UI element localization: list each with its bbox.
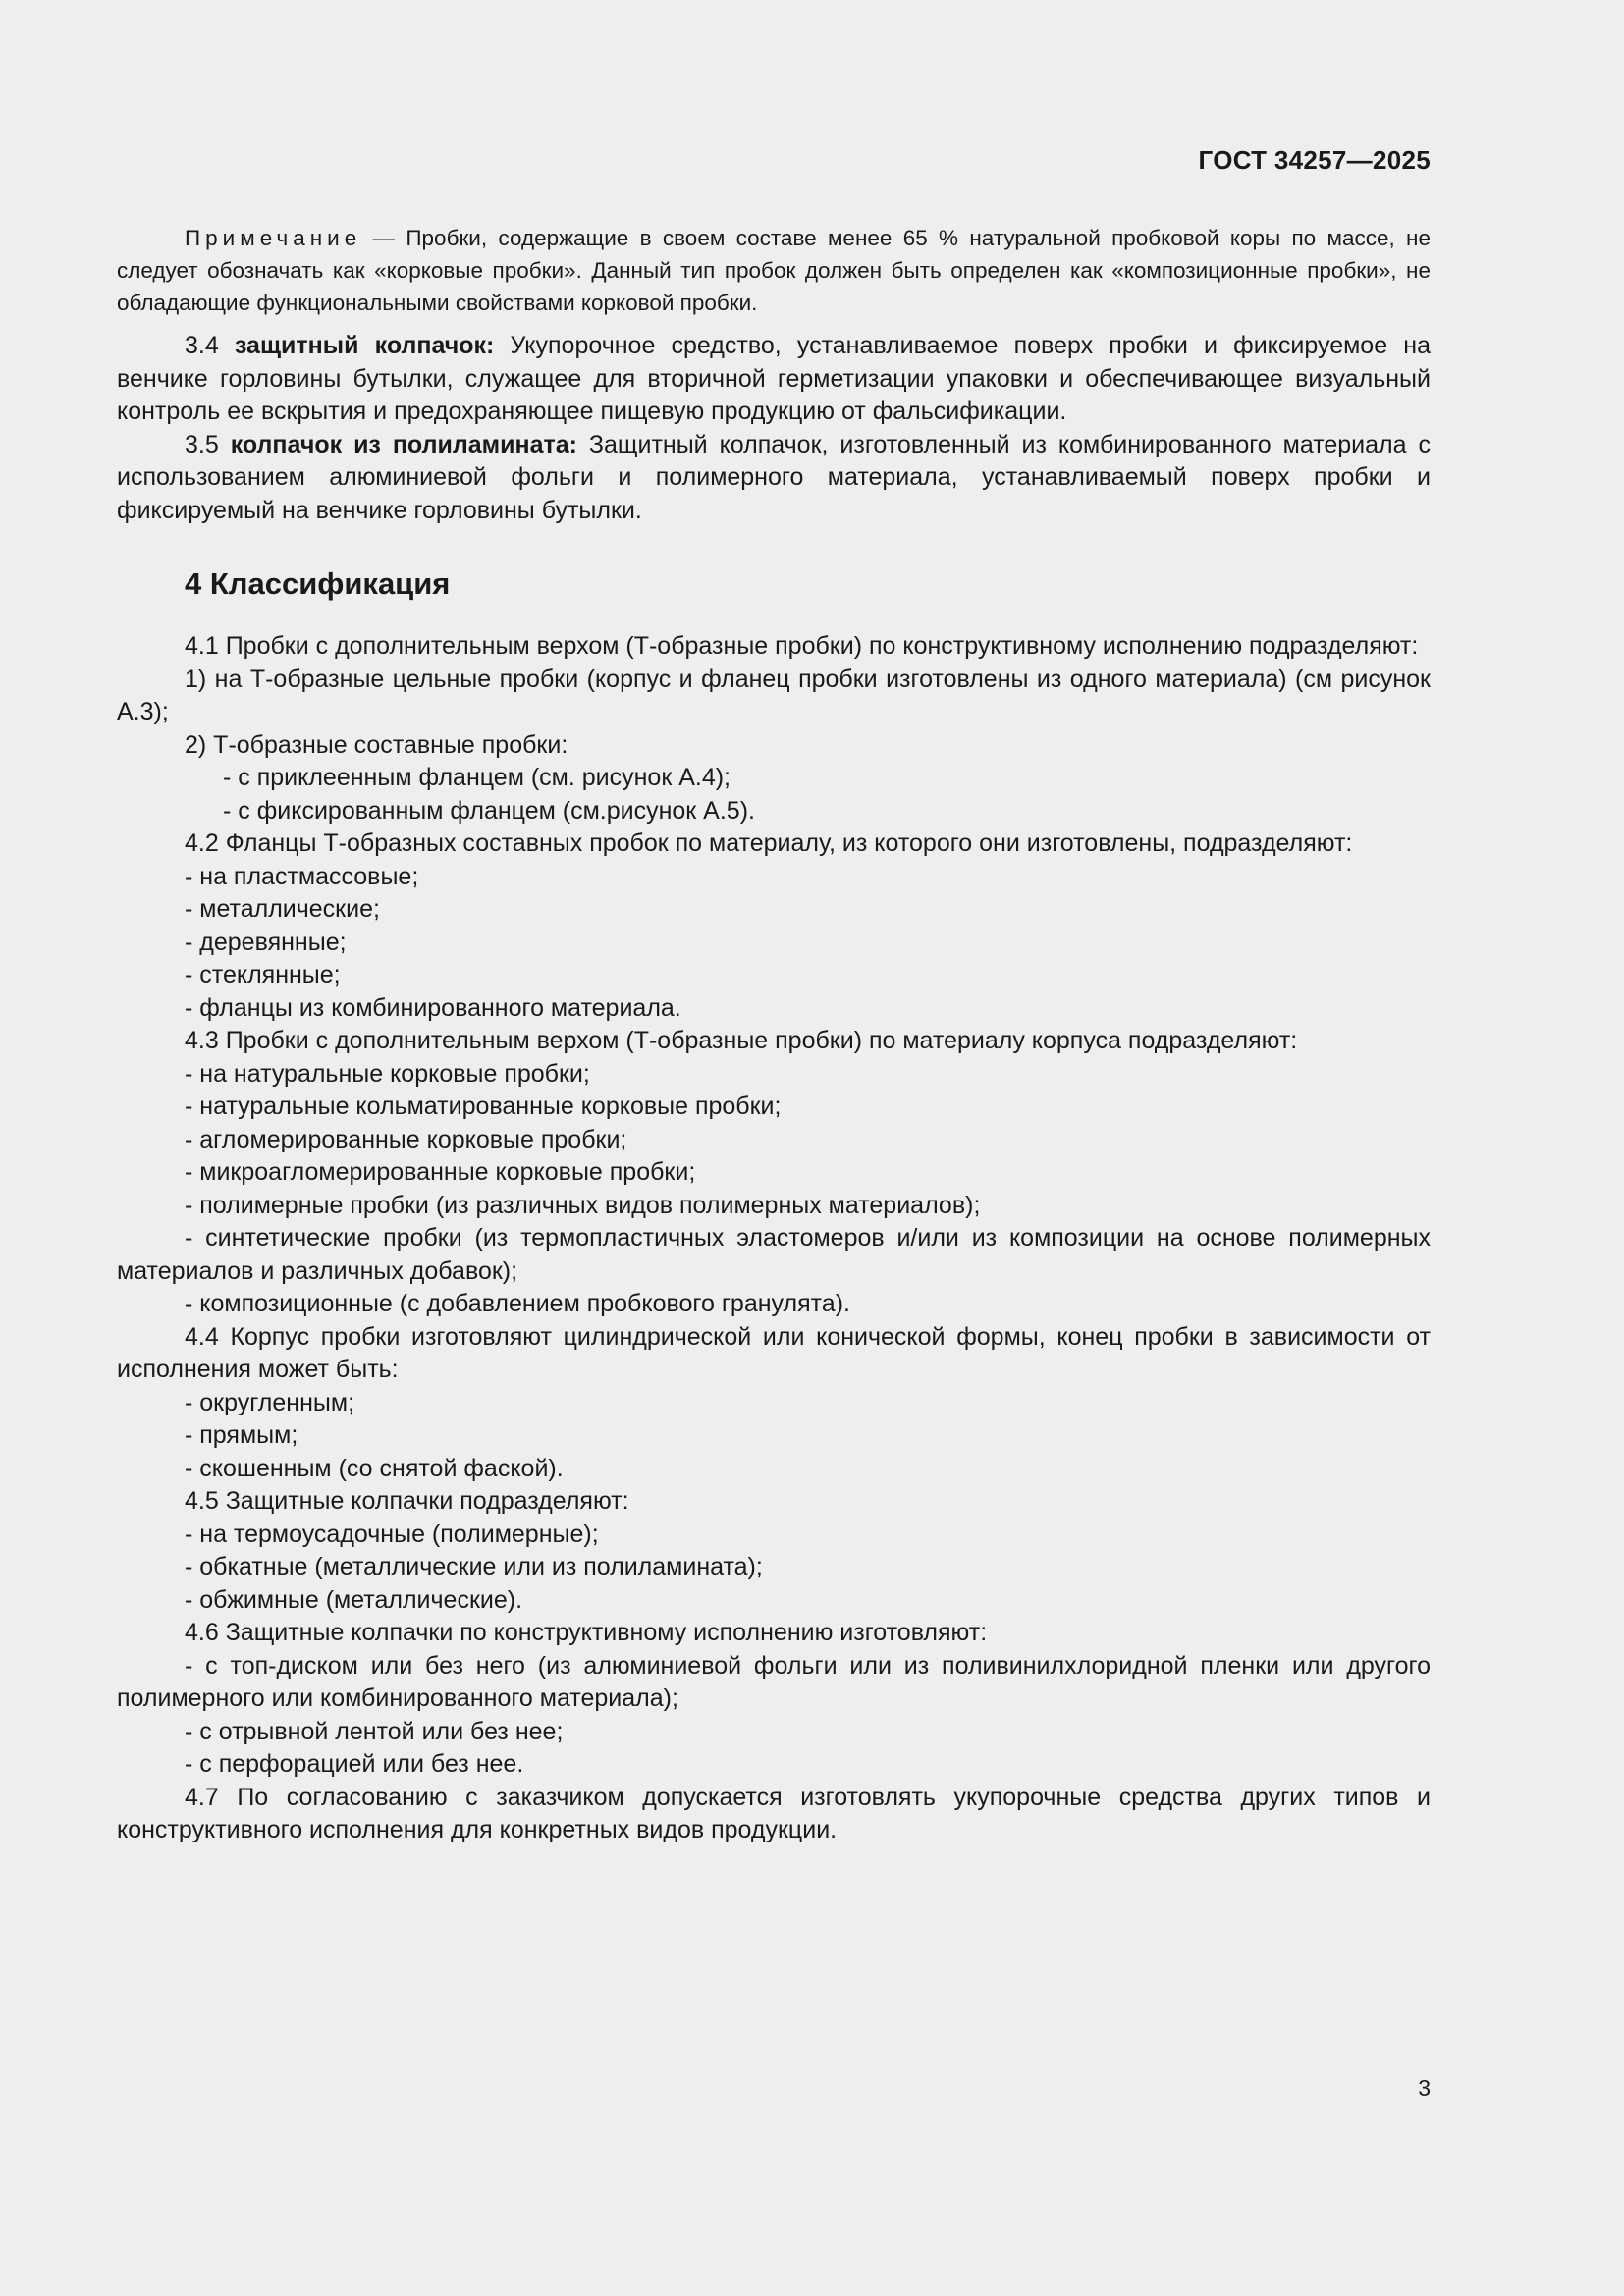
note-text: Пробки, содержащие в своем составе менее 65 % натуральной пробковой коры по массе, не следует обозначать как «корковые пробки». Данный тип пробок должен быть определен как «композиционные пробки», не обладающие функциональными свойствами корковой пробки. bbox=[117, 226, 1431, 315]
list-item: - микроагломерированные корковые пробки; bbox=[185, 1158, 696, 1186]
note-paragraph bbox=[117, 222, 1431, 319]
term-3-5 bbox=[117, 429, 1431, 528]
list-item: - с перфорацией или без нее. bbox=[185, 1750, 524, 1778]
note-dash: — bbox=[361, 226, 406, 250]
term-definition: Защитный колпачок, изготовленный из комбинированного материала с использованием алюминиевой фольги и полимерного материала, устанавливаемый поверх пробки и фиксируемый на венчике горловины бутылки. bbox=[117, 430, 1432, 524]
list-item: - полимерные пробки (из различных видов полимерных материалов); bbox=[185, 1191, 981, 1219]
term-definition: Укупорочное средство, устанавливаемое поверх пробки и фиксируемое на венчике горловины бутылки, служащее для вторичной герметизации упаковки и обеспечивающее визуальный контроль ее вскрытия и предохраняющее пищевую продукцию от фальсификации. bbox=[117, 332, 1431, 425]
list-item: - композиционные (с добавлением пробкового гранулята). bbox=[185, 1290, 850, 1317]
clause-4-5: 4.5 Защитные колпачки подразделяют: bbox=[185, 1487, 629, 1515]
list-item: - агломерированные корковые пробки; bbox=[185, 1125, 627, 1153]
list-item: - с топ-диском или без него (из алюминиевой фольги или из поливинилхлоридной пленки или другого полимерного или комбинированного материала); bbox=[117, 1651, 1431, 1712]
clause-4-7: 4.7 По согласованию с заказчиком допускается изготовлять укупорочные средства других типов и конструктивного исполнения для конкретных видов продукции. bbox=[117, 1783, 1431, 1843]
list-item: - обжимные (металлические). bbox=[185, 1585, 523, 1614]
list-item: - деревянные; bbox=[185, 928, 347, 956]
term-number: 3.4 bbox=[185, 332, 235, 359]
clause-4-6: 4.6 Защитные колпачки по конструктивному исполнению изготовляют: bbox=[185, 1619, 988, 1646]
list-item: - металлические; bbox=[185, 895, 380, 923]
list-item: - стеклянные; bbox=[185, 961, 341, 988]
clause-4-3: 4.3 Пробки с дополнительным верхом (Т-образные пробки) по материалу корпуса подразделяют: bbox=[185, 1027, 1298, 1054]
term-name: защитный колпачок: bbox=[234, 332, 495, 359]
page-content bbox=[117, 222, 1431, 1847]
term-number: 3.5 bbox=[185, 430, 231, 458]
list-item: - округленным; bbox=[185, 1388, 355, 1416]
list-item: - фланцы из комбинированного материала. bbox=[185, 993, 681, 1022]
list-item: - натуральные кольматированные корковые пробки; bbox=[185, 1093, 782, 1120]
list-item: - скошенным (со снятой фаской). bbox=[185, 1454, 564, 1482]
term-name: колпачок из полиламината: bbox=[230, 430, 577, 458]
list-item: - с приклеенным фланцем (см. рисунок А.4); bbox=[223, 764, 731, 791]
clause-4-1-item-1: 1) на Т-образные цельные пробки (корпус и фланец пробки изготовлены из одного материала) (см рисунок А.3); bbox=[117, 665, 1431, 725]
list-item: - обкатные (металлические или из полиламината); bbox=[185, 1553, 763, 1580]
list-item: - с отрывной лентой или без нее; bbox=[185, 1717, 564, 1745]
list-item: - прямым; bbox=[185, 1421, 298, 1449]
term-3-4 bbox=[117, 330, 1431, 429]
section-heading: 4 Классификация bbox=[185, 566, 451, 601]
page-number: 3 bbox=[1418, 2075, 1431, 2101]
list-item: - на термоусадочные (полимерные); bbox=[185, 1520, 599, 1548]
clause-4-1-item-2: 2) Т-образные составные пробки: bbox=[185, 730, 568, 759]
list-item: - с фиксированным фланцем (см.рисунок А.5). bbox=[223, 796, 755, 825]
list-item: - на натуральные корковые пробки; bbox=[185, 1059, 590, 1088]
list-item: - на пластмассовые; bbox=[185, 862, 419, 890]
clause-4-1: 4.1 Пробки с дополнительным верхом (Т-образные пробки) по конструктивному исполнению подразделяют: bbox=[185, 632, 1419, 660]
clause-4-4: 4.4 Корпус пробки изготовляют цилиндрической или конической формы, конец пробки в зависимости от исполнения может быть: bbox=[117, 1322, 1431, 1383]
note-label: Примечание bbox=[185, 226, 362, 250]
list-item: - синтетические пробки (из термопластичных эластомеров и/или из композиции на основе полимерных материалов и различных добавок); bbox=[117, 1224, 1431, 1285]
standard-code: ГОСТ 34257—2025 bbox=[1198, 145, 1431, 175]
clause-4-2: 4.2 Фланцы Т-образных составных пробок по материалу, из которого они изготовлены, подразделяют: bbox=[185, 829, 1353, 857]
